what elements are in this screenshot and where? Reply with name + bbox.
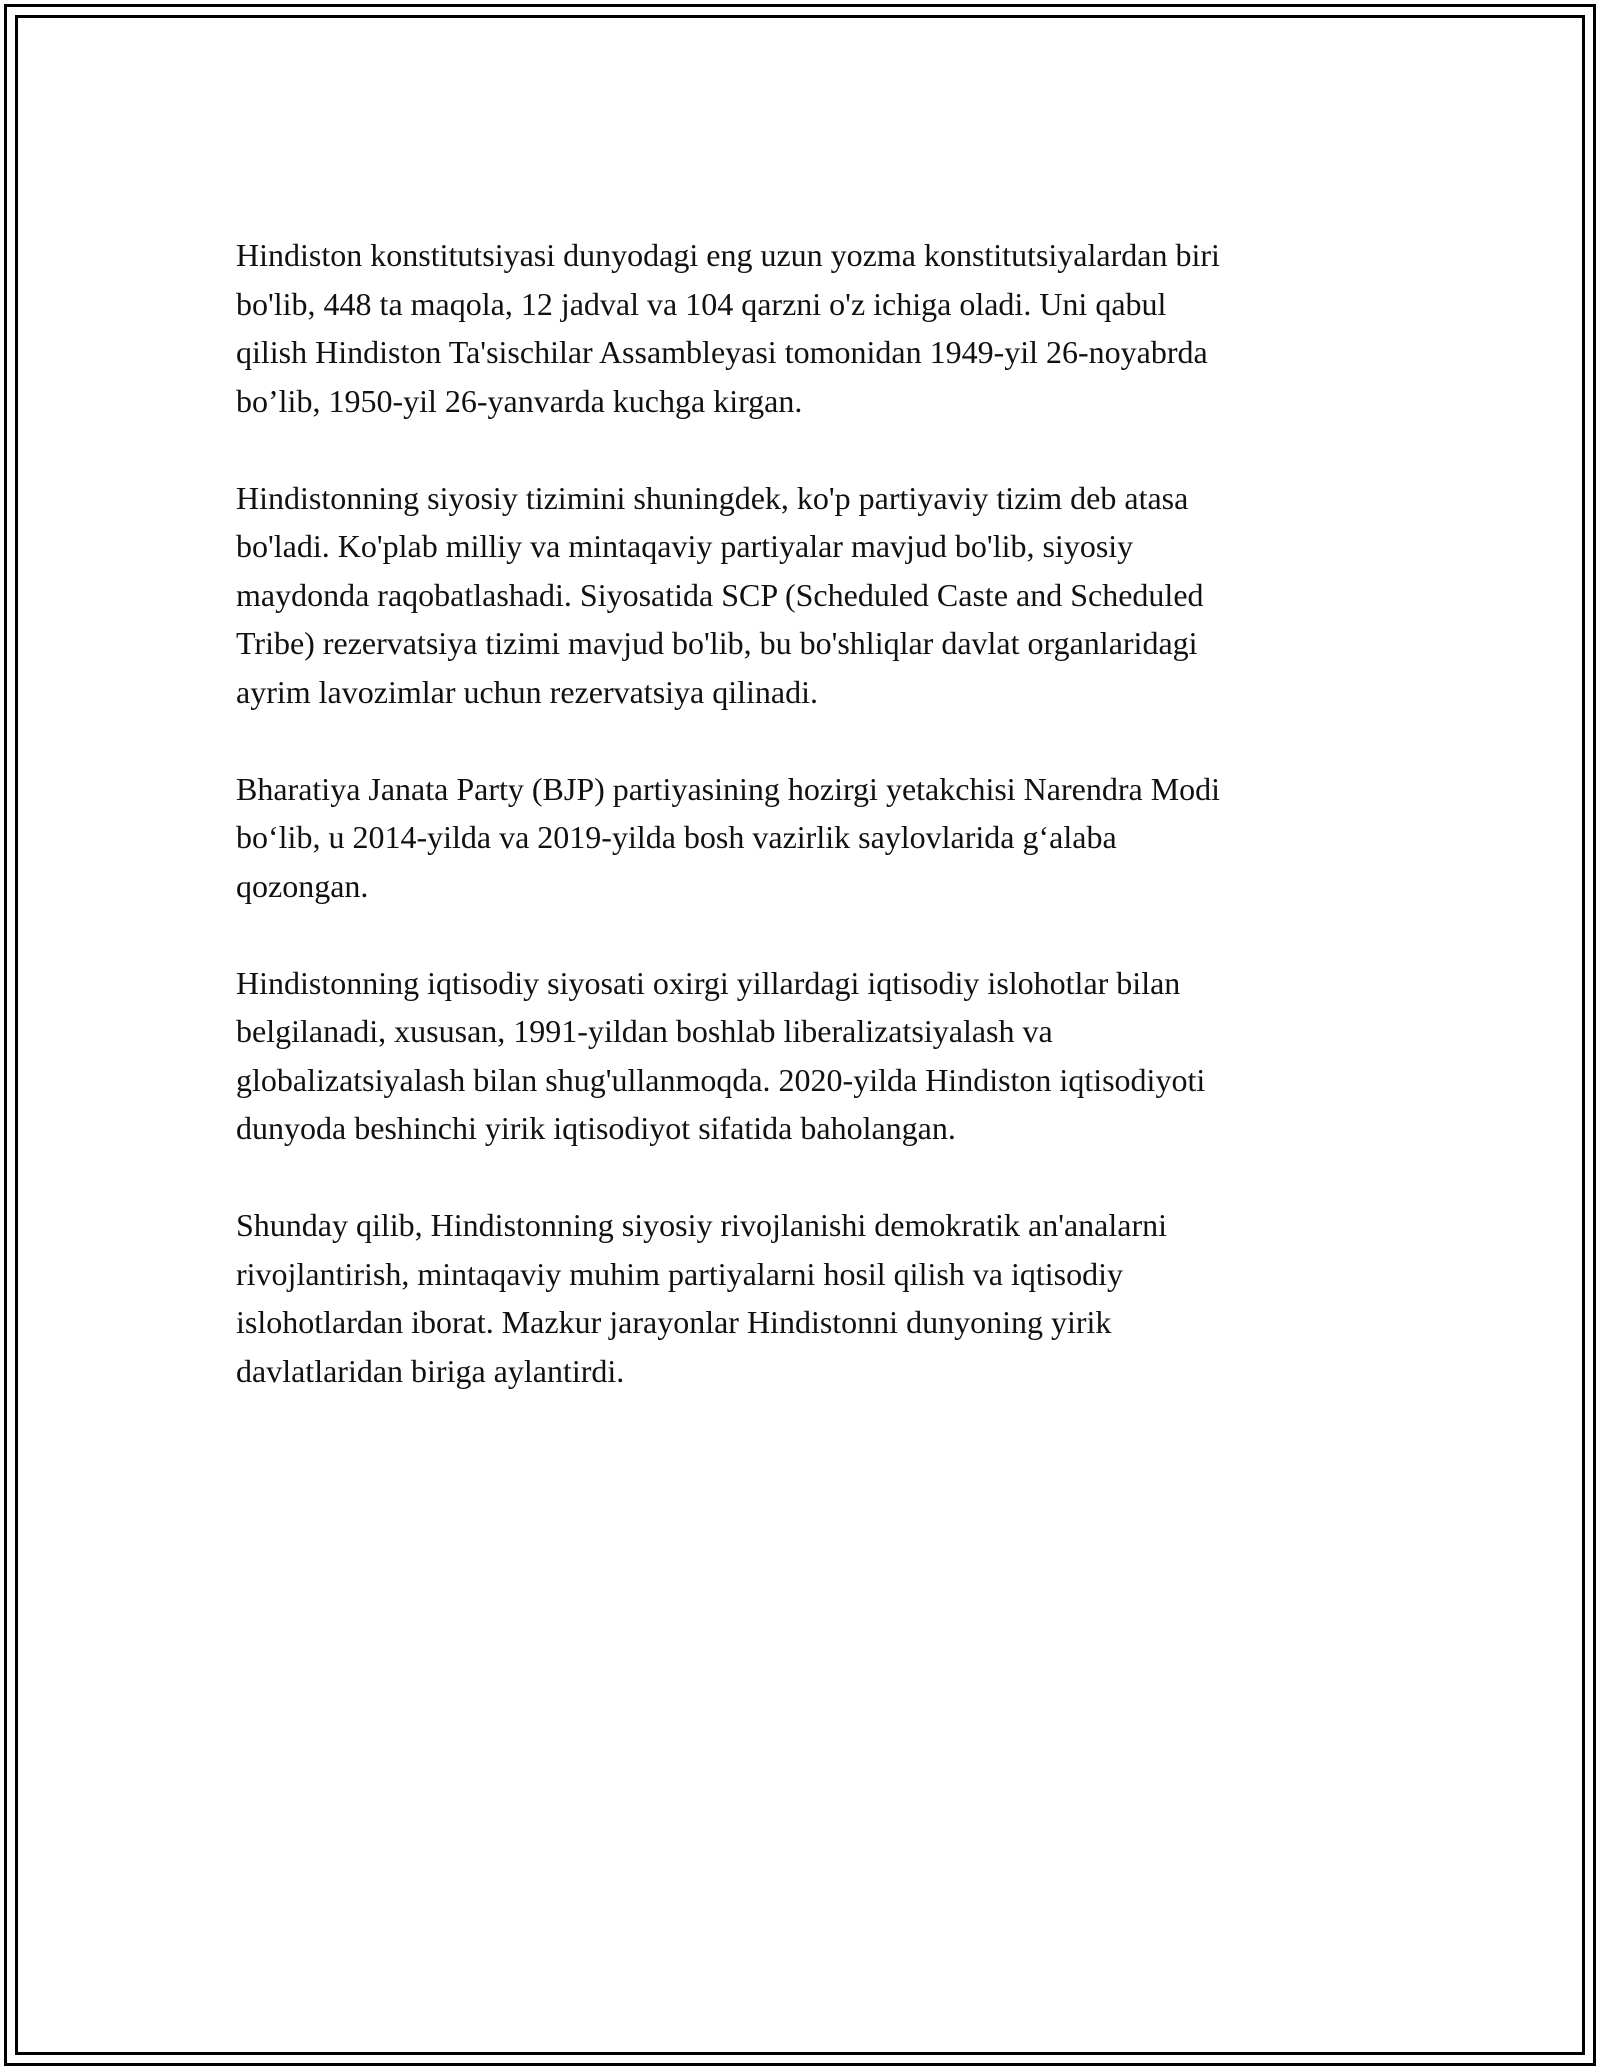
document-body [236, 231, 1376, 1444]
text-line: Shunday qilib, Hindistonning siyosiy rivojlanishi demokratik an'analarni [236, 1207, 1167, 1243]
text-line: bo'lib, 448 ta maqola, 12 jadval va 104 qarzni o'z ichiga oladi. Uni qabul [236, 285, 1167, 322]
paragraph-constitution [236, 231, 1376, 425]
text-line: dunyoda beshinchi yirik iqtisodiyot sifatida baholangan. [236, 1110, 956, 1146]
paragraph-economy [236, 959, 1376, 1153]
paragraph-conclusion [236, 1201, 1376, 1395]
text-line: ayrim lavozimlar uchun rezervatsiya qilinadi. [236, 673, 818, 710]
text-line: Bharatiya Janata Party (BJP) partiyasining hozirgi yetakchisi Narendra Modi [236, 770, 1221, 807]
text-line: davlatlaridan biriga aylantirdi. [236, 1352, 625, 1389]
text-line: maydonda raqobatlashadi. Siyosatida SCP (Scheduled Caste and Scheduled [236, 576, 1204, 613]
text-line: Hindistonning iqtisodiy siyosati oxirgi yillardagi iqtisodiy islohotlar bilan [236, 964, 1181, 1001]
text-line: bo’lib, 1950-yil 26-yanvarda kuchga kirgan. [236, 382, 803, 419]
text-line: bo'ladi. Ko'plab milliy va mintaqaviy partiyalar mavjud bo'lib, siyosiy [236, 528, 1134, 564]
paragraph-political-system [236, 474, 1376, 717]
text-line: Hindiston konstitutsiyasi dunyodagi eng uzun yozma konstitutsiyalardan biri [236, 237, 1220, 273]
text-line: Tribe) rezervatsiya tizimi mavjud bo'lib, bu bo'shliqlar davlat organlaridagi [236, 625, 1198, 661]
text-line: belgilanadi, xususan, 1991-yildan boshlab liberalizatsiyalash va [236, 1013, 1053, 1049]
text-line: islohotlardan iborat. Mazkur jarayonlar Hindistonni dunyoning yirik [236, 1304, 1112, 1340]
paragraph-bjp [236, 765, 1376, 911]
text-line: rivojlantirish, mintaqaviy muhim partiyalarni hosil qilish va iqtisodiy [236, 1255, 1124, 1292]
text-line: qilish Hindiston Ta'sischilar Assambleyasi tomonidan 1949-yil 26-noyabrda [236, 334, 1208, 370]
text-line: Hindistonning siyosiy tizimini shuningdek, ko'p partiyaviy tizim deb atasa [236, 479, 1189, 516]
text-line: globalizatsiyalash bilan shug'ullanmoqda. 2020-yilda Hindiston iqtisodiyoti [236, 1061, 1206, 1098]
text-line: bo‘lib, u 2014-yilda va 2019-yilda bosh vazirlik saylovlarida g‘alaba [236, 819, 1117, 855]
text-line: qozongan. [236, 867, 369, 904]
